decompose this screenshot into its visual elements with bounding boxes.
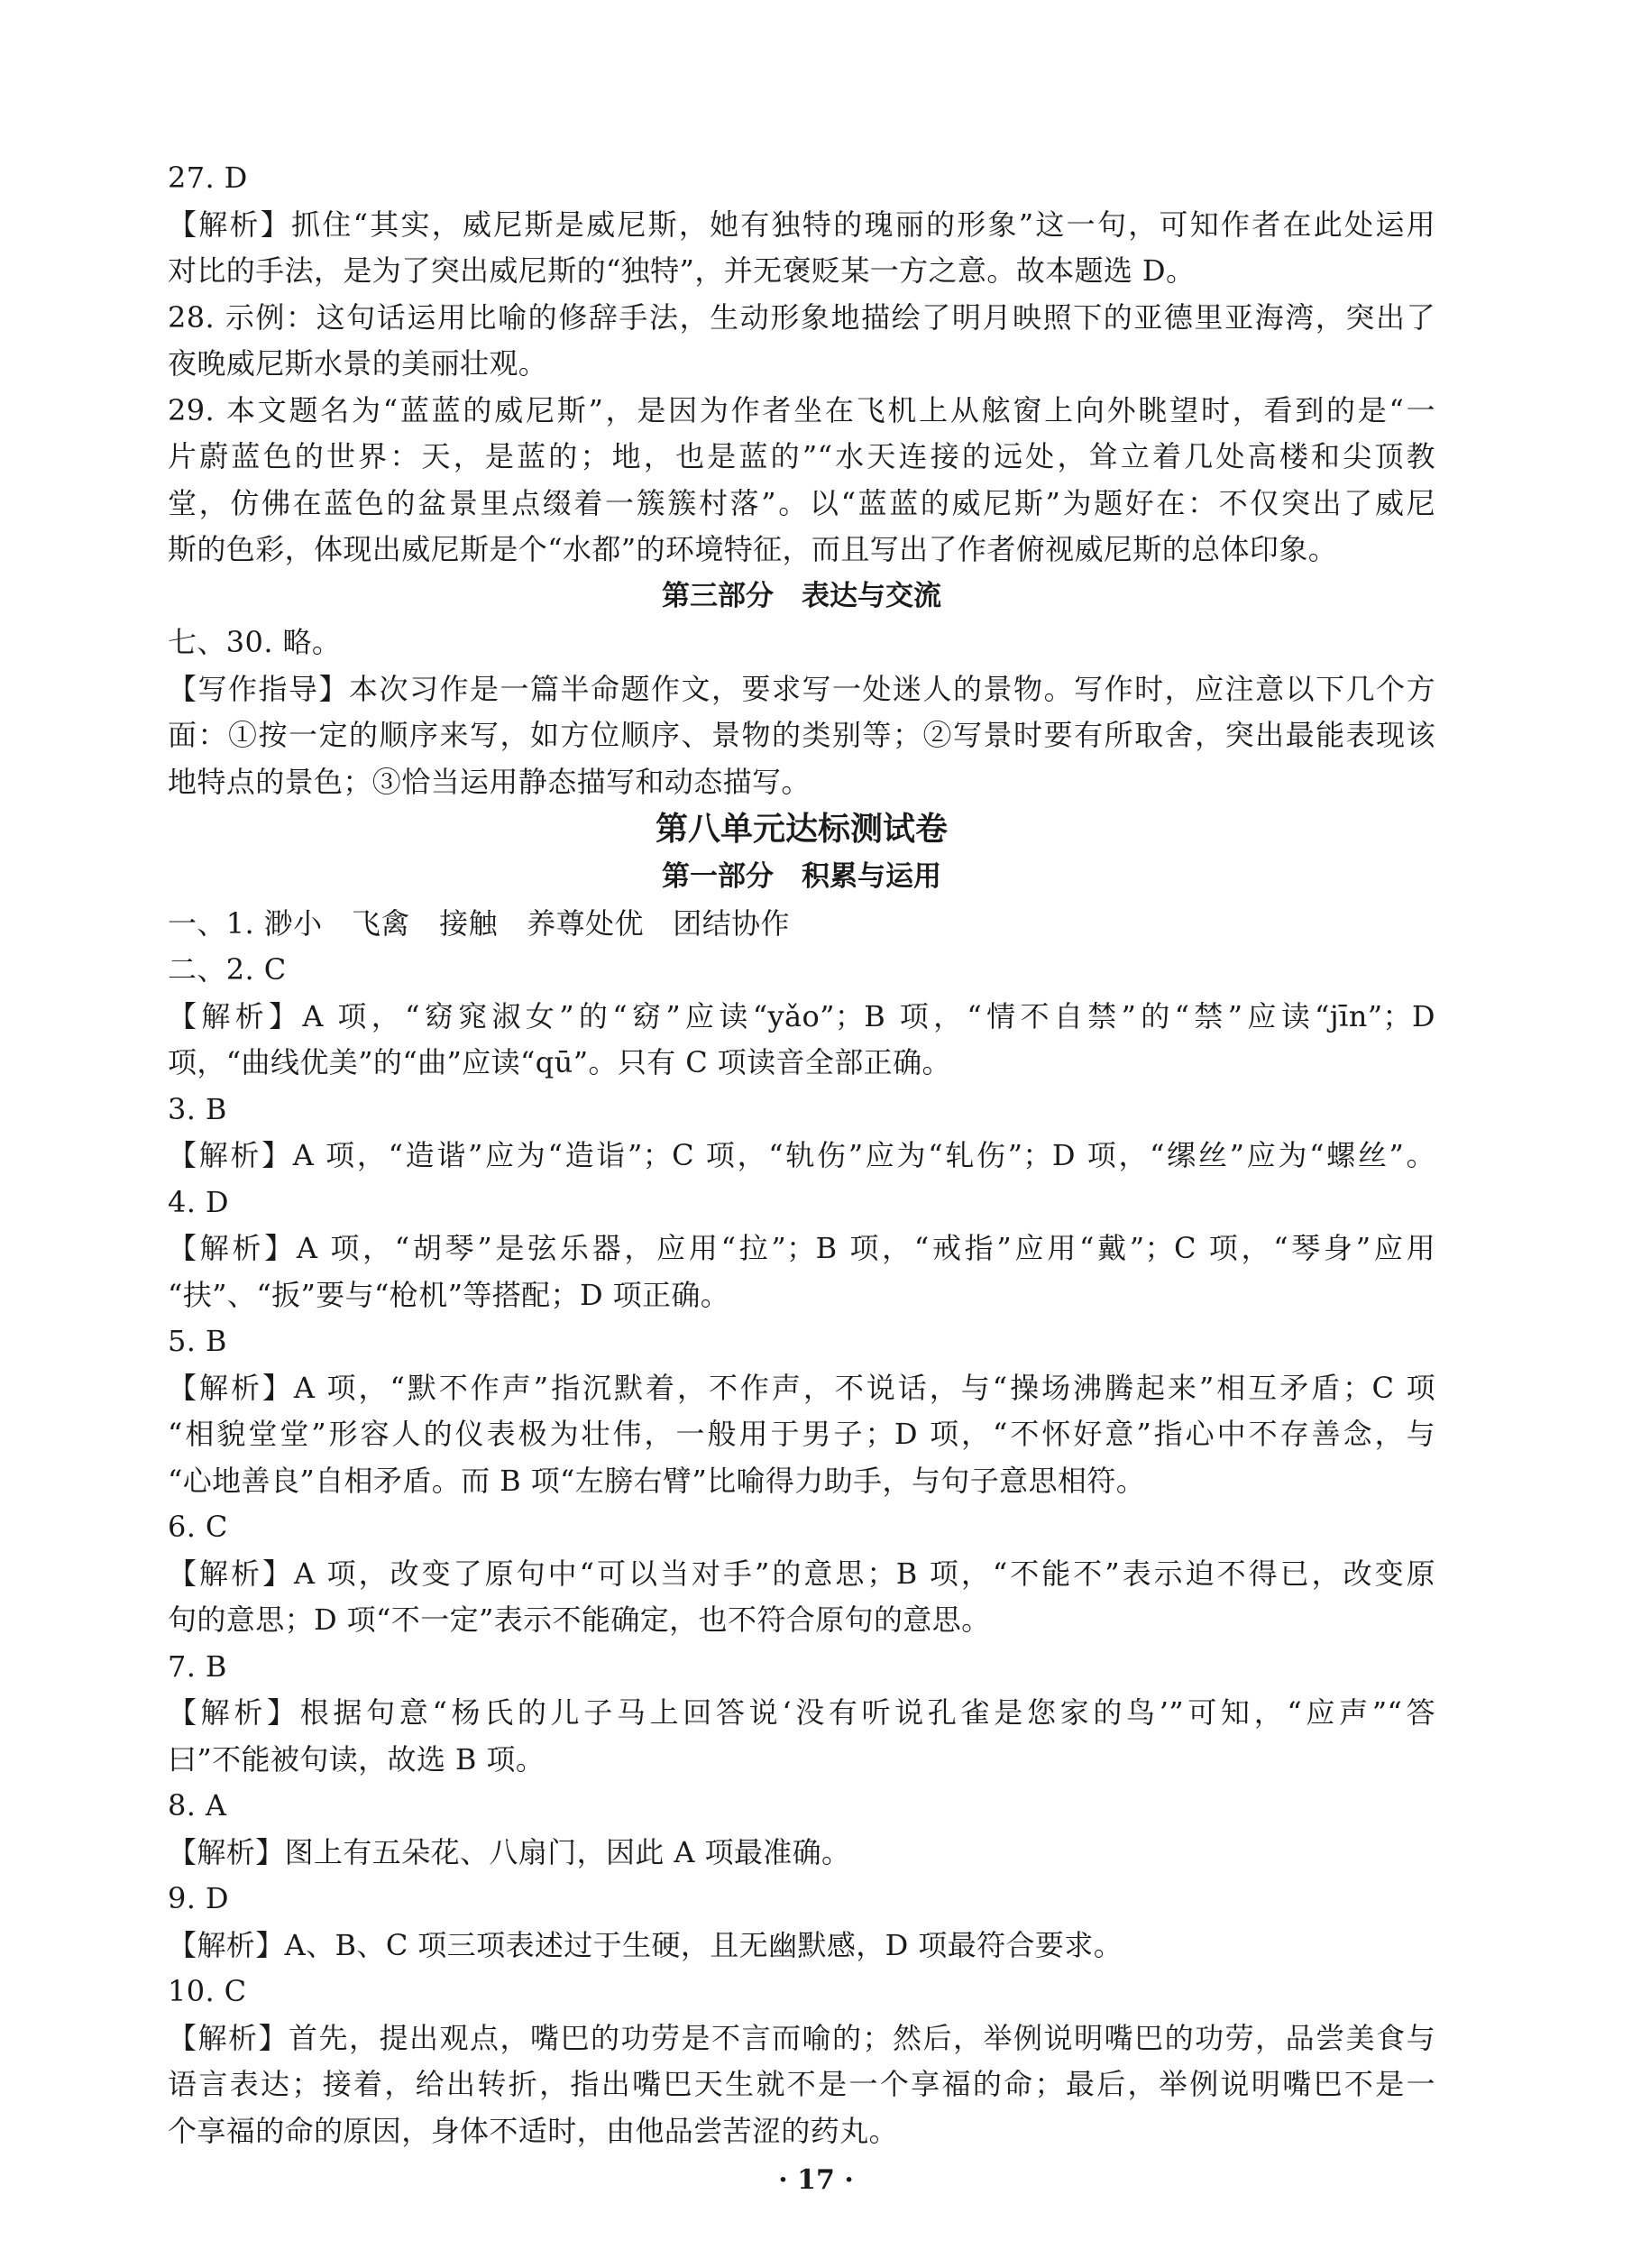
text-line: “扶”、“扳”要与“枪机”等搭配；D 项正确。 xyxy=(168,1277,730,1312)
text-line: 【解析】A 项，改变了原句中“可以当对手”的意思；B 项，“不能不”表示迫不得已，改变原 xyxy=(168,1556,1435,1591)
unit-title: 第八单元达标测试卷 xyxy=(655,811,948,848)
text-line: 个享福的命的原因，身体不适时，由他品尝苦涩的药丸。 xyxy=(168,2113,899,2148)
text-line: 5. B xyxy=(168,1324,227,1358)
section-heading: 第一部分 积累与运用 xyxy=(662,860,941,893)
text-line: 【解析】A、B、C 项三项表述过于生硬，且无幽默感，D 项最符合要求。 xyxy=(168,1927,1123,1962)
text-line: 句的意思；D 项“不一定”表示不能确定，也不符合原句的意思。 xyxy=(168,1602,991,1637)
text-line: 【解析】A 项，“造谐”应为“造诣”；C 项，“轨伤”应为“轧伤”；D 项，“缧丝”应为“螺丝”。 xyxy=(168,1138,1435,1172)
text-line: 片蔚蓝色的世界：天，是蓝的；地，也是蓝的”“水天连接的远处，耸立着几处高楼和尖顶教 xyxy=(168,439,1435,473)
text-line: 7. B xyxy=(168,1648,227,1684)
text-line: 6. C xyxy=(168,1510,228,1544)
text-line: 3. B xyxy=(168,1091,227,1126)
text-line: 地特点的景色；③恰当运用静态描写和动态描写。 xyxy=(168,764,811,799)
text-line: “相貌堂堂”形容人的仪表极为壮伟，一般用于男子；D 项，“不怀好意”指心中不存善念，与 xyxy=(168,1417,1435,1451)
text-line: 【解析】A 项，“胡琴”是弦乐器，应用“拉”；B 项，“戒指”应用“戴”；C 项，“琴身”应用 xyxy=(168,1231,1435,1265)
text-line: 语言表达；接着，给出转折，指出嘴巴天生就不是一个享福的命；最后，举例说明嘴巴不是一 xyxy=(168,2067,1435,2101)
text-line: 10. C xyxy=(168,1974,247,2008)
text-line: 28. 示例：这句话运用比喻的修辞手法，生动形象地描绘了明月映照下的亚德里亚海湾，突出了 xyxy=(168,299,1435,335)
text-line: 面：①按一定的顺序来写，如方位顺序、景物的类别等；②写景时要有所取舍，突出最能表现该 xyxy=(168,718,1435,752)
text-line: 【写作指导】本次习作是一篇半命题作文，要求写一处迷人的景物。写作时，应注意以下几个方 xyxy=(168,671,1435,706)
text-line: 【解析】A 项，“默不作声”指沉默着，不作声，不说话，与“操场沸腾起来”相互矛盾；C 项 xyxy=(168,1370,1435,1405)
answer-content xyxy=(168,155,1435,2154)
section-heading: 第三部分 表达与交流 xyxy=(662,579,941,612)
text-line: 堂，仿佛在蓝色的盆景里点缀着一簇簇村落”。以“蓝蓝的威尼斯”为题好在：不仅突出了威尼 xyxy=(168,485,1435,520)
text-line: “心地善良”自相矛盾。而 B 项“左膀右臂”比喻得力助手，与句子意思相符。 xyxy=(168,1463,1146,1498)
text-line: 对比的手法，是为了突出威尼斯的“独特”，并无褒贬某一方之意。故本题选 D。 xyxy=(168,253,1196,288)
text-line: 8. A xyxy=(168,1788,227,1823)
text-line: 【解析】根据句意“杨氏的儿子马上回答说‘没有听说孔雀是您家的鸟’”可知，“应声”“答 xyxy=(168,1695,1435,1730)
text-line: 9. D xyxy=(168,1881,229,1915)
text-line: 4. D xyxy=(168,1184,229,1219)
text-line: 曰”不能被句读，故选 B 项。 xyxy=(168,1741,546,1777)
text-line: 【解析】抓住“其实，威尼斯是威尼斯，她有独特的瑰丽的形象”这一句，可知作者在此处运用 xyxy=(168,207,1435,242)
text-line: 七、30. 略。 xyxy=(168,625,342,659)
text-line: 项，“曲线优美”的“曲”应读“qū”。只有 C 项读音全部正确。 xyxy=(168,1045,951,1079)
text-line: 29. 本文题名为“蓝蓝的威尼斯”，是因为作者坐在飞机上从舷窗上向外眺望时，看到的是“一 xyxy=(168,392,1435,427)
text-line: 【解析】图上有五朵花、八扇门，因此 A 项最准确。 xyxy=(168,1834,851,1869)
text-line: 夜晚威尼斯水景的美丽壮观。 xyxy=(168,346,548,381)
text-line: 27. D xyxy=(168,161,248,195)
text-line: 斯的色彩，体现出威尼斯是个“水都”的环境特征，而且写出了作者俯视威尼斯的总体印象。 xyxy=(168,532,1338,566)
text-line: 【解析】首先，提出观点，嘴巴的功劳是不言而喻的；然后，举例说明嘴巴的功劳，品尝美食与 xyxy=(168,2020,1435,2055)
page-number: · 17 · xyxy=(778,2164,854,2196)
text-line: 【解析】A 项，“窈窕淑女”的“窈”应读“yǎo”；B 项，“情不自禁”的“禁”应读“jīn”；D xyxy=(168,998,1435,1033)
text-line: 一、1. 渺小 飞禽 接触 养尊处优 团结协作 xyxy=(168,905,790,941)
text-line: 二、2. C xyxy=(168,952,287,987)
